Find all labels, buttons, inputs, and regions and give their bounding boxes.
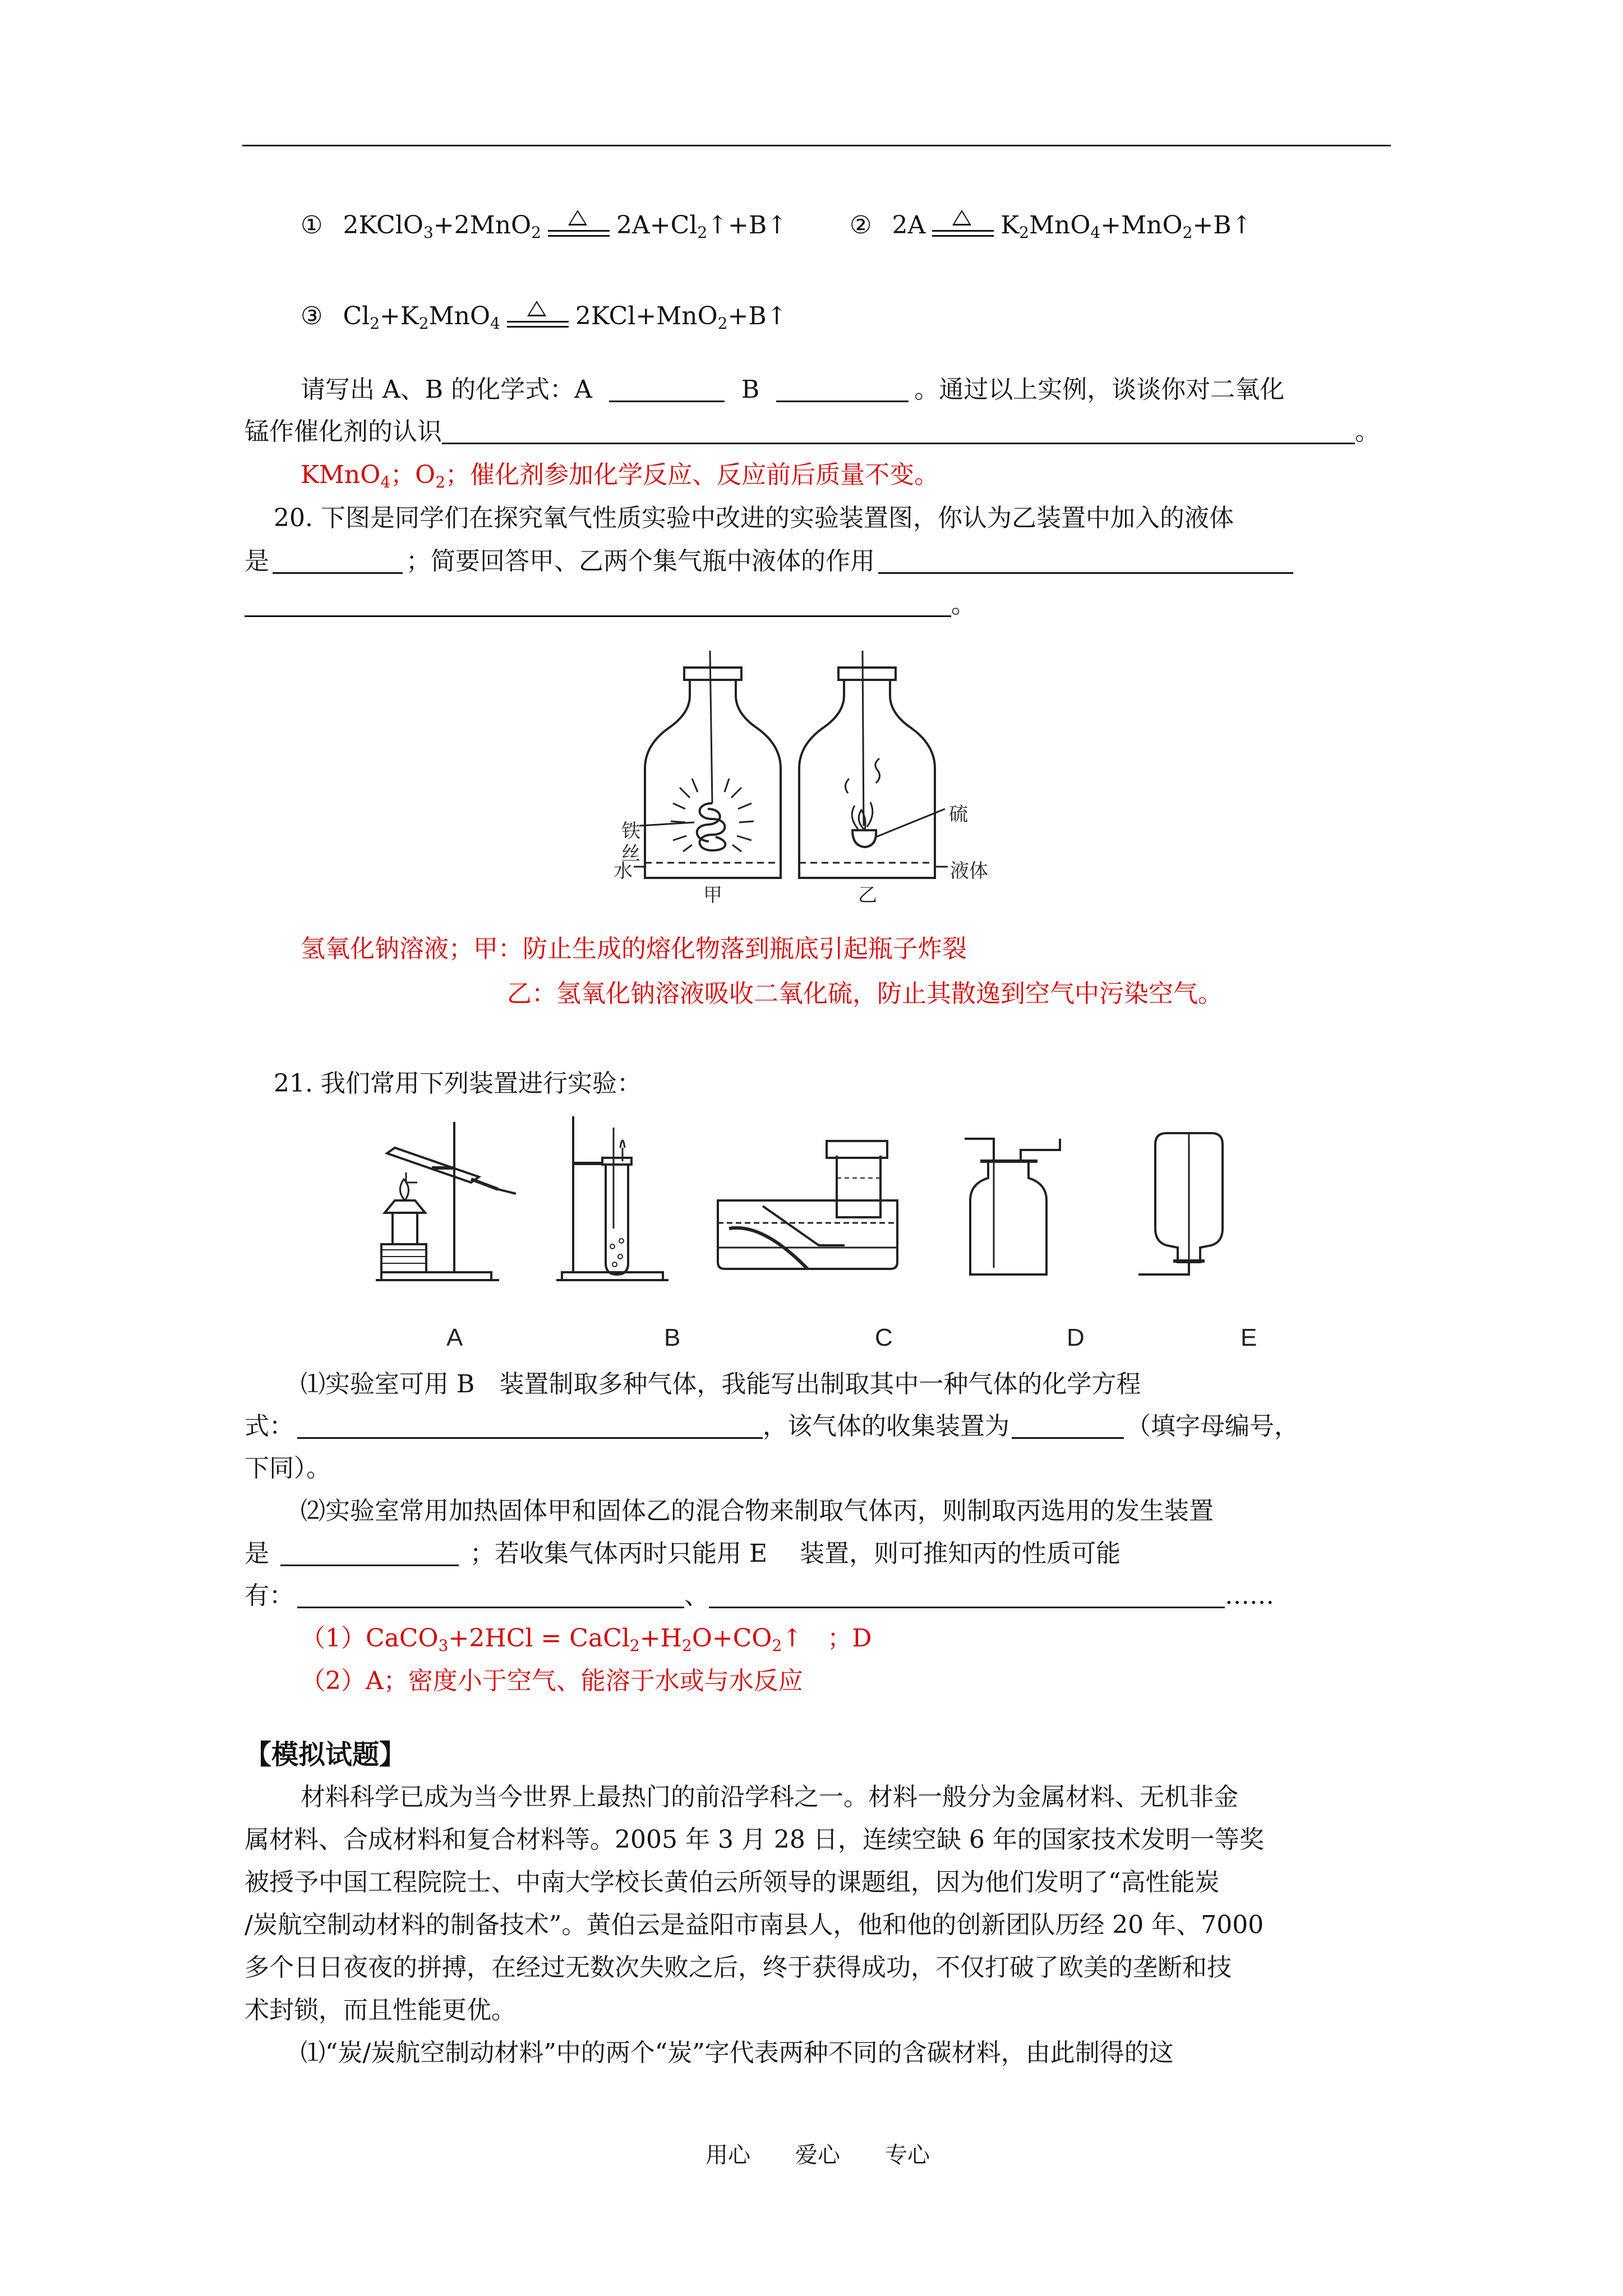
heat-arrow-icon [932,209,994,242]
apparatus-e [1138,1133,1223,1274]
sim-para-line: 材料科学已成为当今世界上最热门的前沿学科之一。材料一般分为金属材料、无机非金 [301,1783,1238,1811]
q21-p1-line3: 下同）。 [245,1454,331,1483]
sim-para-line: 多个日日夜夜的拼搏，在经过无数次失败之后，终于获得成功，不仅打破了欧美的垄断和技 [245,1953,1232,1982]
jar-jia [645,651,781,878]
q19-answer: KMnO$_4$；$O_2$；催化剂参加化学反应、反应前后质量不变。 [301,461,939,491]
answer-blank-property-1[interactable] [297,1582,684,1608]
equation-lhs: $Cl_2+K_2MnO_4$ [343,302,500,333]
jar-yi [799,651,935,878]
equation-number: ② [850,211,872,240]
sim-para-line: /炭航空制动材料的制备技术”。黄伯云是益阳市南县人，他和他的创新团队历经 20 年、7000 [245,1911,1264,1939]
apparatus-a [376,1122,516,1280]
equation-lhs: 2A [892,211,926,240]
label-jia: 甲 [703,884,722,907]
equation-rhs: $2A+Cl_2↑+B↑$ [616,211,788,242]
sim-para-line: 术封锁，而且性能更优。 [245,1996,516,2024]
heat-arrow-icon [548,209,610,242]
q21-p1-line2: 式： ，该气体的收集装置为 （填字母编号， [245,1412,1299,1441]
equation-3 [301,300,787,333]
answer-blank-role[interactable] [878,547,1293,574]
q21-p1-line1: ⑴实验室可用 B 装置制取多种气体，我能写出制取其中一种气体的化学方程 [301,1370,1141,1398]
q21-p2-line2: 是 ；若收集气体丙时只能用 E 装置，则可推知丙的性质可能 [245,1539,1121,1568]
q19-prompt-line1: 请写出 A、B 的化学式：A B 。通过以上实例，谈谈你对二氧化 [301,375,1285,404]
apparatus-label-a: A [446,1324,463,1351]
apparatus-figure [359,1116,1267,1285]
apparatus-label-d: D [1067,1324,1085,1351]
section-heading: 【模拟试题】 [245,1739,407,1770]
answer-blank-catalyst[interactable] [442,418,1355,444]
q21-answer-2: （2）A；密度小于空气、能溶于水或与水反应 [301,1667,803,1695]
equation-number: ① [301,211,323,240]
label-iron-2: 丝 [621,843,640,865]
sim-para-line: 被授予中国工程院院士、中南大学校长黄伯云所领导的课题组，因为他们发明了“高性能炭 [245,1868,1220,1897]
answer-blank-generator[interactable] [280,1540,459,1566]
q21-answer-1: （1）CaCO$_3$+2HCl = $CaCl_2+H_2O+CO_2↑$ ；D [301,1624,872,1655]
answer-blank-collect[interactable] [1012,1412,1124,1439]
answer-blank-b[interactable] [776,376,909,402]
label-iron-1: 铁 [621,820,640,843]
q21-p2-line3: 有： 、 …… [245,1581,1274,1610]
answer-blank-role-cont[interactable] [245,591,951,617]
label-liquid: 液体 [950,860,988,882]
sim-para-line: 属材料、合成材料和复合材料等。2005 年 3 月 28 日，连续空缺 6 年的国家技术发明一等奖 [245,1825,1264,1854]
equation-rhs: $K_2MnO_4+MnO_2+B↑$ [1000,211,1252,242]
header-rule [242,145,1391,146]
apparatus-label-b: B [664,1324,681,1351]
apparatus-label-e: E [1241,1324,1257,1351]
label-sulfur: 硫 [949,803,968,826]
answer-blank-property-2[interactable] [709,1582,1225,1608]
q20-line3: 。 [245,588,976,622]
page-footer: 用心 爱心 专心 [706,2142,930,2168]
answer-blank-a[interactable] [609,376,725,402]
answer-blank-liquid[interactable] [273,547,403,574]
apparatus-d [965,1139,1060,1274]
equation-lhs: 2KClO$_3$+2MnO$_2$ [343,211,541,242]
equation-number: ③ [301,302,323,330]
q20-line2: 是 ；简要回答甲、乙两个集气瓶中液体的作用 [245,545,1293,578]
label-water: 水 [614,860,633,882]
q20-answer-line2: 乙：氢氧化钠溶液吸收二氧化硫，防止其散逸到空气中污染空气。 [507,979,1223,1008]
answer-blank-equation[interactable] [297,1412,763,1439]
label-yi: 乙 [858,884,877,907]
q19-prompt-line2: 锰作催化剂的认识 。 [245,417,1380,446]
apparatus-b [556,1116,668,1280]
q20-answer-line1: 氢氧化钠溶液；甲：防止生成的熔化物落到瓶底引起瓶子炸裂 [301,935,967,963]
equation-1 [301,209,787,242]
q20-line1: 20. 下图是同学们在探究氧气性质实验中改进的实验装置图，你认为乙装置中加入的液体 [274,504,1234,532]
q21-intro: 21. 我们常用下列装置进行实验： [274,1069,642,1098]
equation-rhs: 2KCl+MnO$_2$+B↑ [575,302,787,333]
apparatus-c [718,1141,897,1269]
q21-p2-line1: ⑵实验室常用加热固体甲和固体乙的混合物来制取气体丙，则制取丙选用的发生装置 [301,1497,1214,1525]
equation-2 [850,209,1252,242]
heat-arrow-icon [507,300,569,333]
sim-question-1: ⑴“炭/炭航空制动材料”中的两个“炭”字代表两种不同的含碳材料，由此制得的这 [301,2039,1174,2067]
apparatus-label-c: C [875,1324,893,1351]
